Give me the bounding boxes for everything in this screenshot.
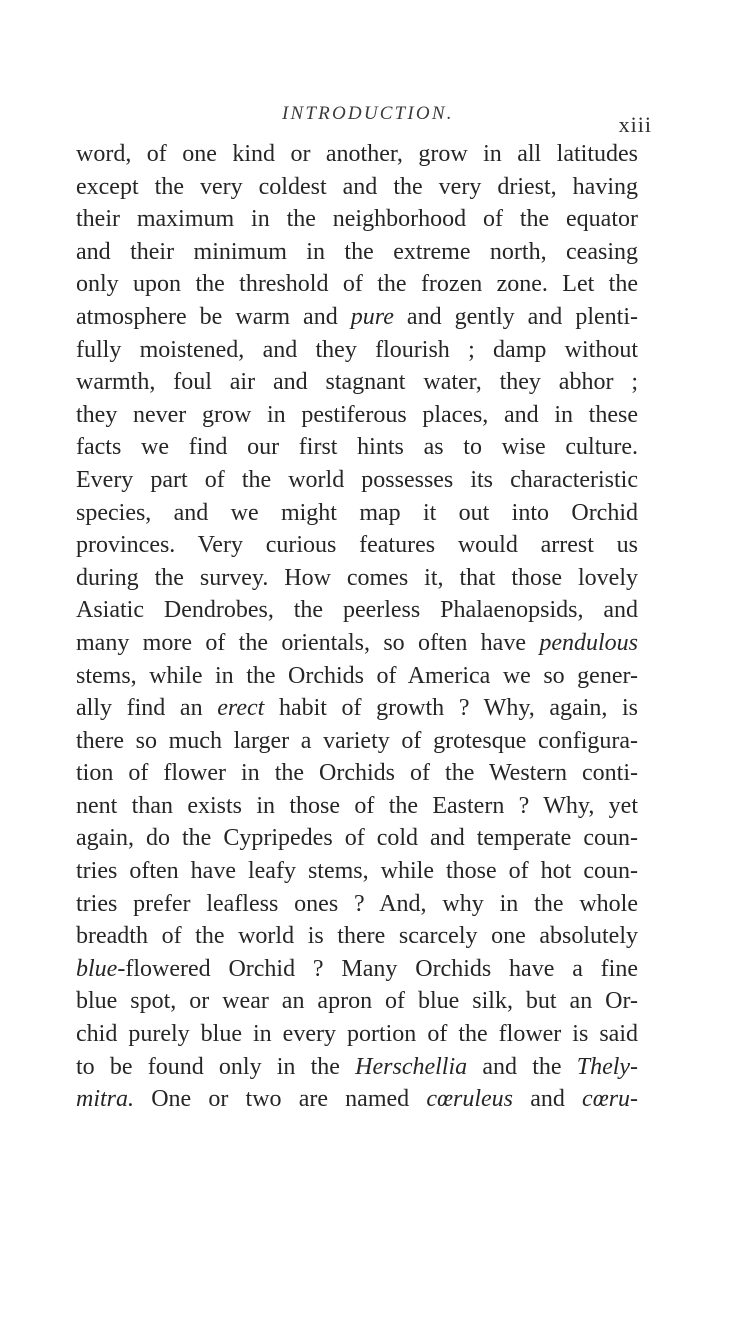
italic-word: blue	[76, 955, 118, 982]
text-line: except the very coldest and the very driest, having	[76, 173, 638, 200]
text-line: atmosphere be warm and pure and gently and plenti-	[76, 303, 638, 330]
running-head: INTRODUCTION.	[282, 103, 454, 124]
text-line: blue spot, or wear an apron of blue silk, but an Or-	[76, 988, 638, 1015]
italic-word: cœru-	[582, 1086, 639, 1113]
italic-word: pendulous	[539, 629, 639, 656]
text-line: tries often have leafy stems, while those of hot coun-	[76, 858, 638, 885]
text-line: again, do the Cypripedes of cold and temperate coun-	[76, 825, 638, 852]
italic-word: cœruleus	[426, 1086, 514, 1113]
text-line: ally find an erect habit of growth ? Why, again, is	[76, 695, 639, 722]
body-text	[76, 138, 638, 1116]
text-line: and their minimum in the extreme north, ceasing	[76, 238, 638, 265]
italic-word: pure	[350, 303, 394, 330]
text-line: nent than exists in those of the Eastern ? Why, yet	[76, 792, 638, 819]
text-line: Asiatic Dendrobes, the peerless Phalaenopsids, and	[76, 597, 638, 624]
text-line: their maximum in the neighborhood of the equator	[76, 206, 638, 233]
text-line: facts we find our first hints as to wise culture.	[76, 434, 638, 461]
italic-word: erect	[217, 695, 265, 722]
italic-word: Herschellia	[355, 1053, 468, 1080]
text-line: to be found only in the Herschellia and the Thely-	[76, 1053, 639, 1080]
text-line: tries prefer leafless ones ? And, why in the whole	[76, 890, 638, 917]
text-line: many more of the orientals, so often have pendulous	[76, 629, 639, 656]
text-line: only upon the threshold of the frozen zone. Let the	[76, 271, 638, 298]
text-line: provinces. Very curious features would arrest us	[76, 532, 638, 559]
text-line: they never grow in pestiferous places, and in these	[76, 401, 638, 428]
text-line: fully moistened, and they flourish ; damp without	[76, 336, 638, 363]
text-line: chid purely blue in every portion of the flower is said	[76, 1021, 638, 1048]
text-line: Every part of the world possesses its characteristic	[76, 466, 638, 493]
text-line: species, and we might map it out into Orchid	[76, 499, 638, 526]
text-line: warmth, foul air and stagnant water, they abhor ;	[76, 369, 638, 396]
text-line: word, of one kind or another, grow in all latitudes	[76, 141, 638, 167]
text-line: during the survey. How comes it, that those lovely	[76, 564, 638, 591]
text-line: stems, while in the Orchids of America we so gener-	[76, 662, 638, 689]
text-line: blue-flowered Orchid ? Many Orchids have a fine	[76, 955, 638, 982]
page-number: xiii	[618, 112, 652, 137]
text-line: mitra. One or two are named cœruleus and cœru-	[76, 1086, 639, 1113]
text-line: breadth of the world is there scarcely one absolutely	[76, 923, 638, 950]
text-line: there so much larger a variety of grotesque configura-	[76, 727, 638, 754]
text-line: tion of flower in the Orchids of the Western conti-	[76, 760, 638, 787]
italic-word: Thely-	[576, 1053, 639, 1080]
italic-word: mitra.	[76, 1086, 135, 1113]
